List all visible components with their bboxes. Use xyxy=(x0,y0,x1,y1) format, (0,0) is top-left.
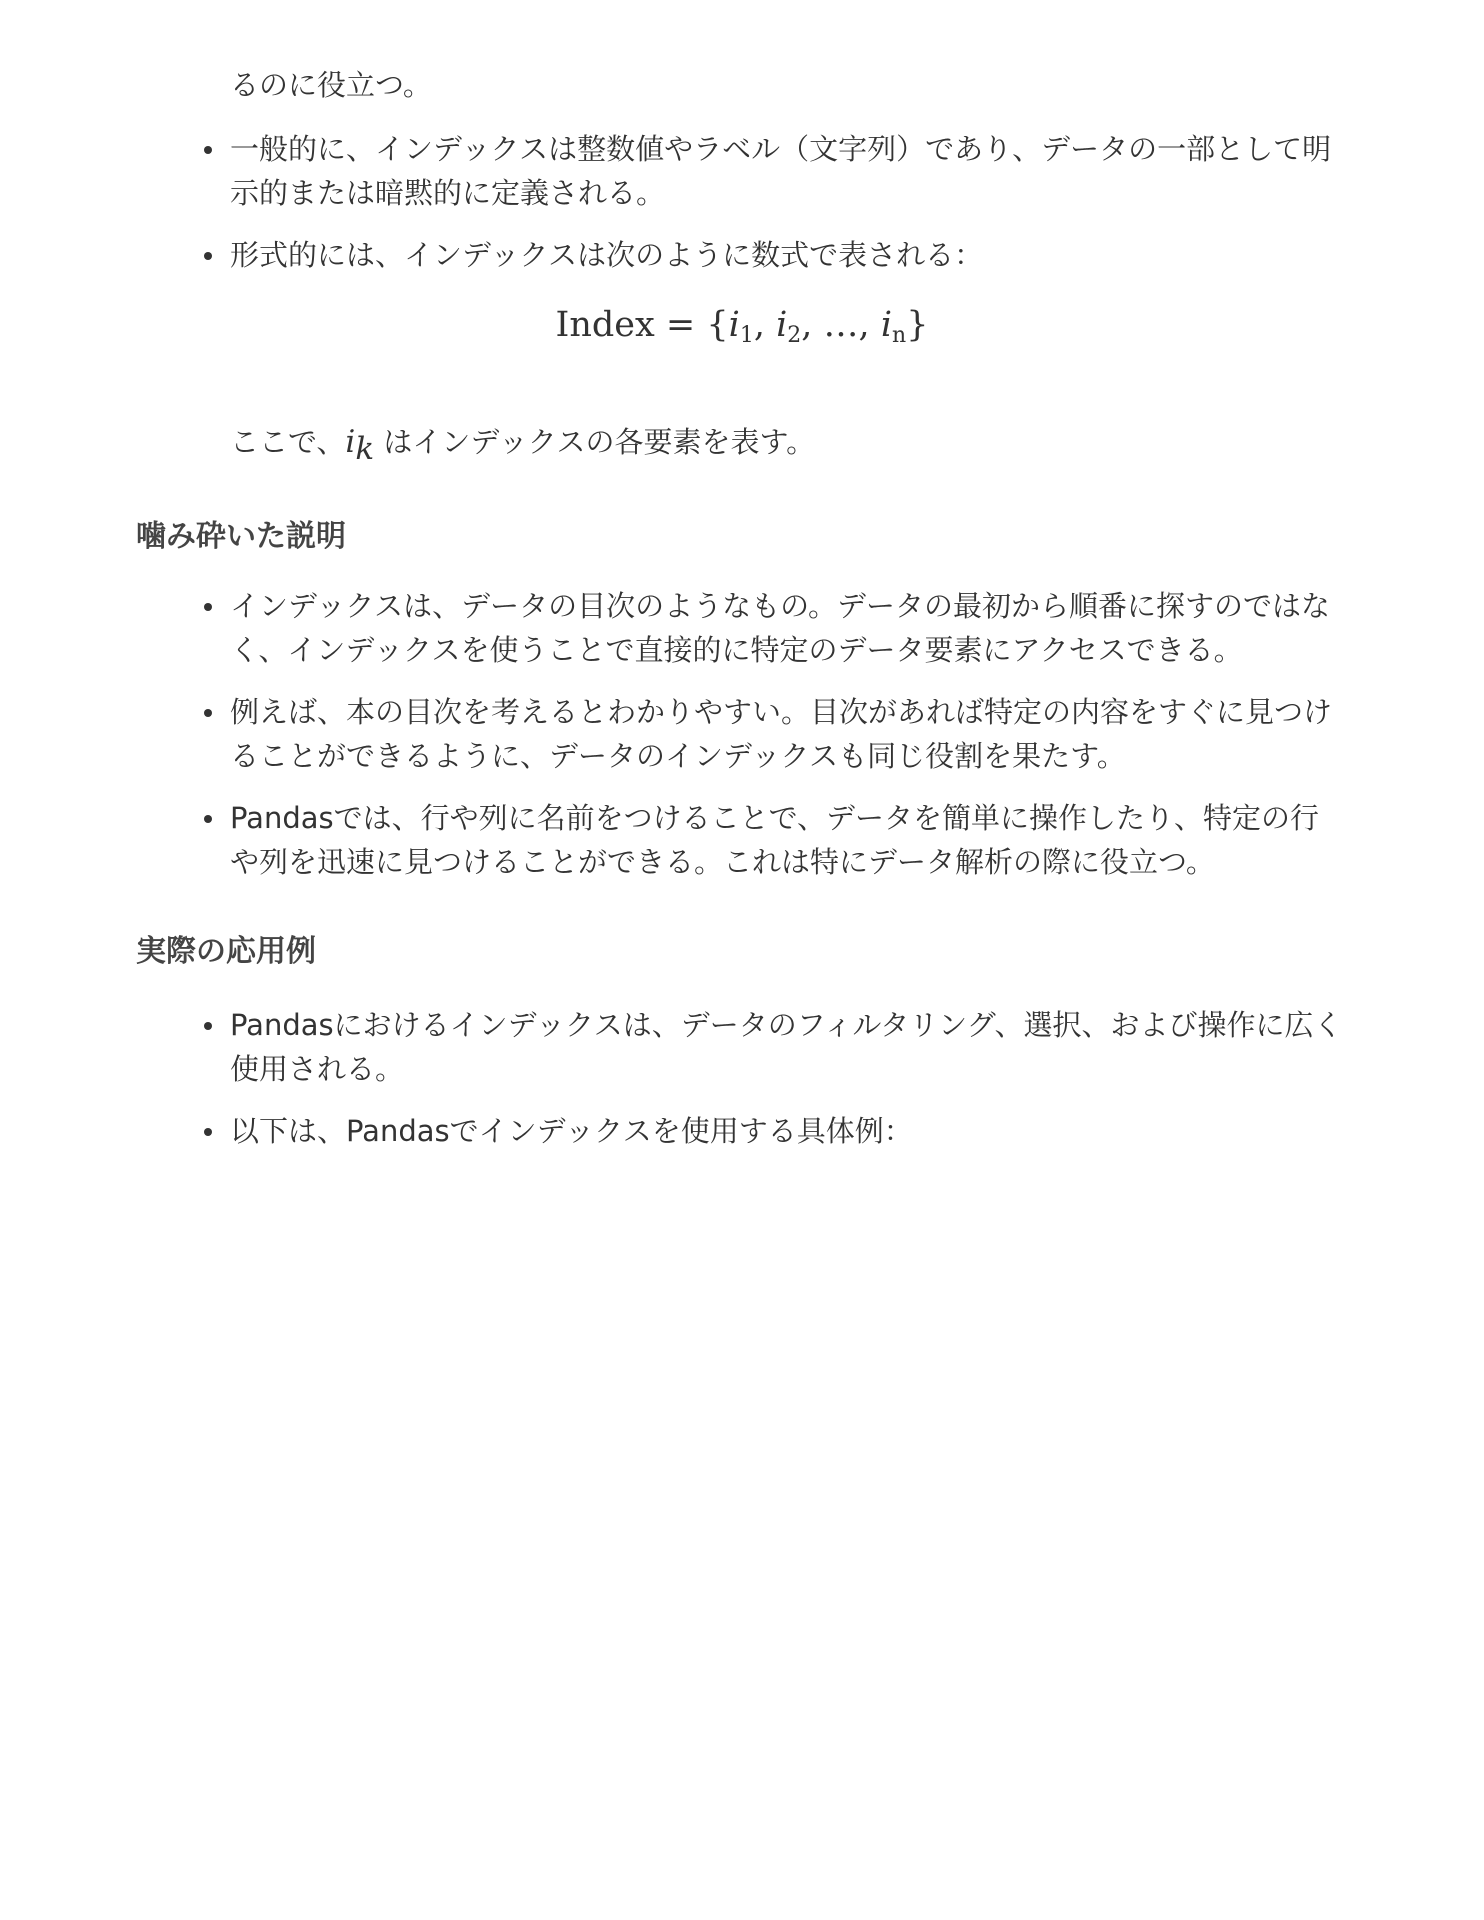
list-item xyxy=(195,584,1345,672)
formula-sub: 1 xyxy=(739,323,754,348)
formula-open-brace: { xyxy=(706,305,729,345)
formula-sub: 2 xyxy=(787,323,802,348)
formula-close-brace: } xyxy=(906,305,929,345)
list-item-text: 例えば、本の目次を考えるとわかりやすい。目次があれば特定の内容をすぐに見つけることができるように、データのインデックスも同じ役割を果たす。 xyxy=(230,695,1333,773)
bullet-icon xyxy=(204,1128,212,1136)
section-heading: 実際の応用例 xyxy=(136,934,316,969)
list-item xyxy=(195,127,1345,215)
bullet-icon xyxy=(204,1022,212,1030)
bullet-icon xyxy=(204,709,212,717)
bullet-icon xyxy=(204,815,212,823)
list-item xyxy=(195,796,1345,884)
section-heading: 噛み砕いた説明 xyxy=(136,519,346,554)
definition-list xyxy=(195,127,1345,295)
formula-var: i xyxy=(728,305,740,345)
formula-lhs: Index xyxy=(555,305,655,345)
list-item-text: インデックスは、データの目次のようなもの。データの最初から順番に探すのではなく、インデックスを使うことで直接的に特定のデータ要素にアクセスできる。 xyxy=(230,589,1330,667)
formula-var: i xyxy=(776,305,788,345)
note-sub: k xyxy=(355,430,375,467)
list-item-text: Pandasにおけるインデックスは、データのフィルタリング、選択、および操作に広く使用される。 xyxy=(230,1008,1343,1086)
formula-sep: , xyxy=(801,305,824,345)
simple-explanation-list xyxy=(195,584,1345,902)
list-item-text: 形式的には、インデックスは次のように数式で表される： xyxy=(230,238,984,272)
note-suffix: はインデックスの各要素を表す。 xyxy=(374,425,816,459)
list-item xyxy=(195,690,1345,778)
list-item-text: 以下は、Pandasでインデックスを使用する具体例： xyxy=(230,1114,913,1148)
bullet-icon xyxy=(204,252,212,260)
formula-sub: n xyxy=(892,323,907,348)
formula-var: i xyxy=(880,305,893,345)
formula-sep: , xyxy=(753,305,777,345)
formula-eq: = xyxy=(654,305,707,345)
list-item xyxy=(195,1003,1345,1091)
list-item-text: 一般的に、インデックスは整数値やラベル（文字列）であり、データの一部として明示的または暗黙的に定義される。 xyxy=(230,132,1332,210)
formula-note xyxy=(230,420,1340,471)
list-item xyxy=(195,1109,1345,1153)
bullet-icon xyxy=(204,146,212,154)
note-var: i xyxy=(345,424,356,460)
formula-sep: , xyxy=(858,305,881,345)
continuation-text: るのに役立つ。 xyxy=(230,68,432,102)
note-prefix: ここで、 xyxy=(230,425,346,459)
list-item-text: Pandasでは、行や列に名前をつけることで、データを簡単に操作したり、特定の行や列を迅速に見つけることができる。これは特にデータ解析の際に役立つ。 xyxy=(230,801,1320,879)
bullet-icon xyxy=(204,603,212,611)
formula-dots: … xyxy=(823,305,859,345)
list-item xyxy=(195,233,1345,277)
examples-list xyxy=(195,1003,1345,1171)
index-formula xyxy=(0,300,1484,350)
